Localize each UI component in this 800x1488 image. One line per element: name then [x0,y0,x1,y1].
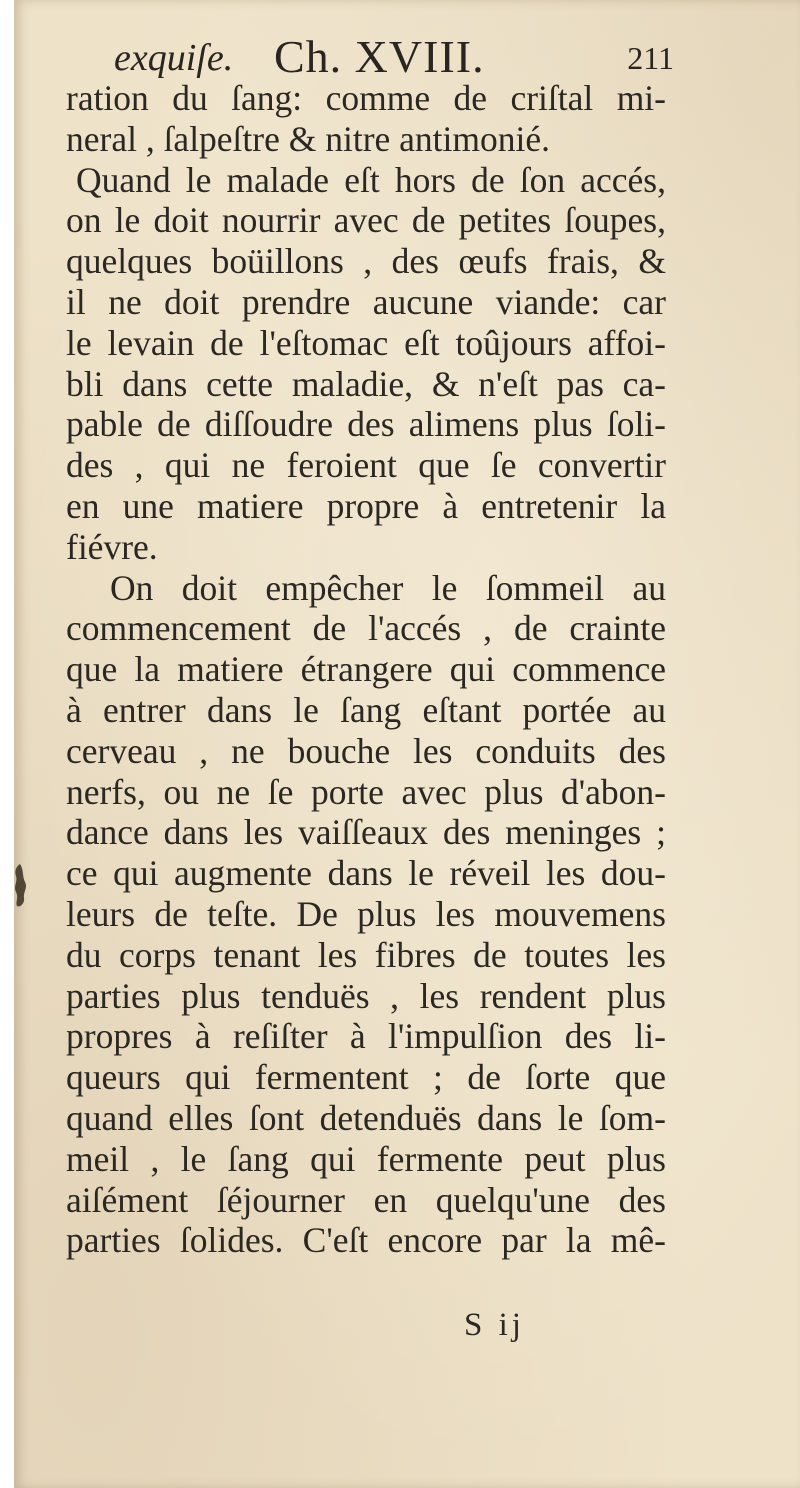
paragraph-start-line: Quand le malade eſt hors de ſon accés, [76,159,666,200]
text-line: aiſément ſéjourner en quelqu'une des [66,1179,666,1220]
body-text [66,78,666,1261]
text-line: propres à reſiſter à l'impulſion des li- [66,1016,666,1057]
text-line: meil , le ſang qui fermente peut plus [66,1138,666,1179]
text-line: leurs de teſte. De plus les mouvemens [66,893,666,934]
text-line: on le doit nourrir avec de petites ſoupes, [66,200,666,241]
text-line: il ne doit prendre aucune viande: car [66,281,666,322]
text-line: nerfs, ou ne ſe porte avec plus d'abon- [66,771,666,812]
text-line: parties ſolides. C'eſt encore par la mê- [66,1220,666,1261]
text-line: du corps tenant les fibres de toutes les [66,934,666,975]
text-line: fiévre. [66,526,158,567]
text-line: en une matiere propre à entretenir la [66,485,666,526]
text-line: quand elles ſont detenduës dans le ſom- [66,1097,666,1138]
text-line: que la matiere étrangere qui commence [66,649,666,690]
text-line: neral , ſalpeſtre & nitre antimonié. [66,118,550,159]
text-line: dance dans les vaiſſeaux des meninges ; [66,812,666,853]
text-line: le levain de l'eſtomac eſt toûjours affoi- [66,322,666,363]
text-line: bli dans cette maladie, & n'eſt pas ca- [66,363,666,404]
text-line: quelques boüillons , des œufs frais, & [66,241,666,282]
book-page [14,0,800,1488]
text-line: à entrer dans le ſang eſtant portée au [66,689,666,730]
chapter-number: Ch. XVIII. [274,31,485,82]
text-line: des , qui ne feroient que ſe convertir [66,445,666,486]
running-head-title: exquiſe. [114,37,234,79]
signature-mark: S ij [464,1307,525,1343]
text-line: commencement de l'accés , de crainte [66,608,666,649]
ink-blot-mark [14,862,32,910]
page-number: 211 [627,40,674,76]
text-line: ce qui augmente dans le réveil les dou- [66,853,666,894]
text-line: pable de diſſoudre des alimens plus ſoli- [66,404,666,445]
paragraph-start-line: On doit empêcher le ſommeil au [110,567,666,608]
text-line: queurs qui fermentent ; de ſorte que [66,1057,666,1098]
text-line: cerveau , ne bouche les conduits des [66,730,666,771]
text-line: parties plus tenduës , les rendent plus [66,975,666,1016]
text-line: ration du ſang: comme de criſtal mi- [66,78,666,118]
running-head [114,22,674,82]
